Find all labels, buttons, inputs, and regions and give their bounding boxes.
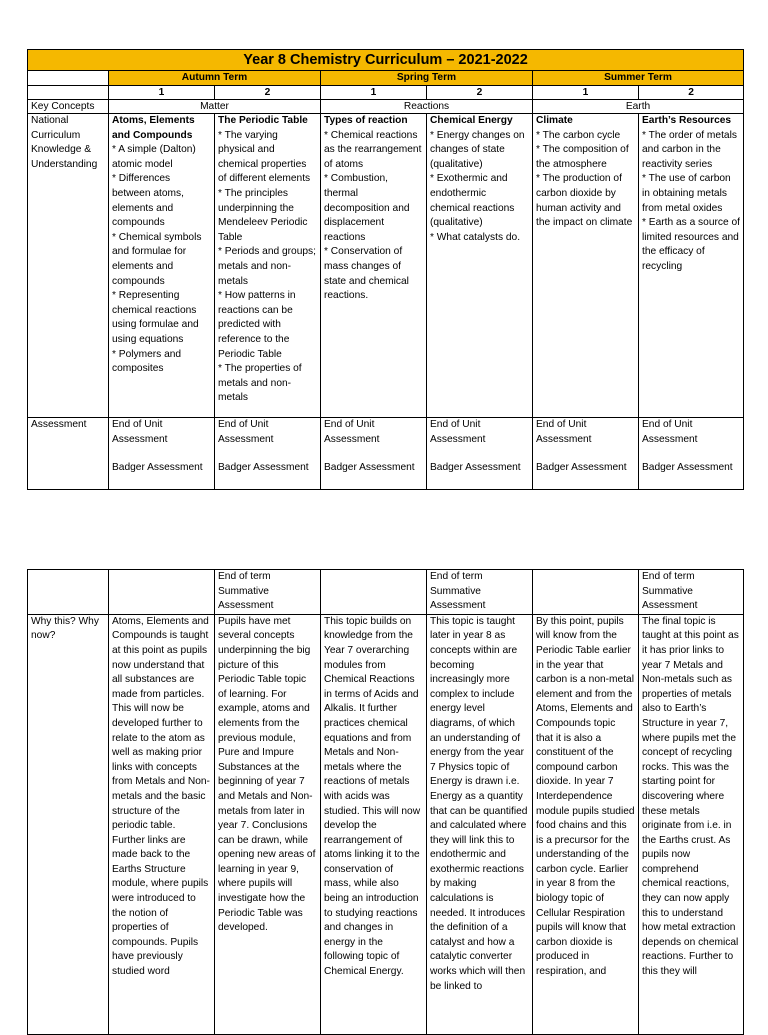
key-concept-matter: Matter (109, 100, 321, 114)
knowledge-point: * The composition of the atmosphere (536, 144, 629, 170)
blank-cell (533, 570, 639, 615)
end-of-unit-assessment: End of Unit Assessment (642, 419, 698, 445)
knowledge-point: * The carbon cycle (536, 129, 621, 141)
key-concept-reactions: Reactions (321, 100, 533, 114)
row-label-why: Why this? Why now? (28, 614, 109, 1034)
blank-cell (321, 570, 427, 615)
knowledge-point: * The properties of metals and non-metals (218, 363, 302, 404)
badger-assessment: Badger Assessment (218, 462, 309, 474)
summative-assessment: End of term Summative Assessment (215, 570, 321, 615)
knowledge-point: * Chemical symbols and formulae for elements and compounds (112, 231, 202, 287)
unit-knowledge-cell (639, 114, 744, 418)
knowledge-point: * How patterns in reactions can be predicted with reference to the Periodic Table (218, 290, 296, 360)
blank-cell (28, 86, 109, 100)
badger-assessment: Badger Assessment (324, 462, 415, 474)
knowledge-point: * The varying physical and chemical properties of different elements (218, 129, 311, 185)
why-text: Pupils have met several concepts underpinning the big picture of this Periodic Table topic of learning. For example, atoms and elements from the previous module, Pure and Impure Substances at the beginning of year 7 and Metals and Non-metals from later in year 7. Conclusions can be drawn, while opening new areas of learning in year 9, where pupils will investigate how the Periodic Table was developed. (215, 614, 321, 1034)
assessment-cell (533, 418, 639, 490)
knowledge-point: * Polymers and composites (112, 348, 182, 375)
row-label-assessment: Assessment (28, 418, 109, 490)
term-spring: Spring Term (321, 71, 533, 86)
knowledge-point: * Representing chemical reactions using formulae and using equations (112, 290, 199, 345)
knowledge-point: * The use of carbon in obtaining metals from metal oxides (642, 173, 731, 214)
end-of-unit-assessment: End of Unit Assessment (430, 419, 486, 445)
unit-number: 2 (215, 86, 321, 100)
why-text: This topic is taught later in year 8 as concepts within are becoming increasingly more complex to include energy level diagrams, of which an understanding of energy from the year 7 Physics topic of Energy is drawn i.e. Energy as a quantity that can be quantified and calculated where they will link this to endothermic and exothermic reactions by making calculations is needed. It introduces the definition of a catalyst and how a catalytic converter works which will then be linked to (427, 614, 533, 1034)
knowledge-point: * Exothermic and endothermic chemical reactions (qualitative) (430, 173, 515, 229)
end-of-unit-assessment: End of Unit Assessment (112, 419, 168, 445)
unit-knowledge-cell (321, 114, 427, 418)
knowledge-point: * Differences between atoms, elements and compounds (112, 173, 184, 229)
unit-heading: Earth’s Resources (642, 115, 732, 126)
unit-heading: Climate (536, 115, 573, 126)
knowledge-point: * The order of metals and carbon in the reactivity series (642, 129, 737, 170)
badger-assessment: Badger Assessment (642, 462, 733, 474)
blank-cell (28, 570, 109, 615)
unit-knowledge-cell (215, 114, 321, 418)
knowledge-point: * The principles underpinning the Mendeleev Periodic Table (218, 187, 308, 243)
knowledge-point: * Energy changes on changes of state (qualitative) (430, 129, 525, 170)
unit-knowledge-cell (427, 114, 533, 418)
knowledge-point: * Combustion, thermal decomposition and displacement reactions (324, 173, 410, 243)
unit-knowledge-cell (109, 114, 215, 418)
knowledge-point: * What catalysts do. (430, 231, 521, 243)
blank-cell (109, 570, 215, 615)
blank-cell (28, 71, 109, 86)
assessment-cell (639, 418, 744, 490)
knowledge-point: * Periods and groups; metals and non-metals (218, 246, 316, 287)
rationale-table (27, 569, 744, 1035)
assessment-cell (109, 418, 215, 490)
end-of-unit-assessment: End of Unit Assessment (324, 419, 380, 445)
knowledge-point: * The production of carbon dioxide by human activity and the impact on climate (536, 173, 633, 229)
unit-knowledge-cell (533, 114, 639, 418)
assessment-cell (427, 418, 533, 490)
end-of-unit-assessment: End of Unit Assessment (218, 419, 274, 445)
why-text: The final topic is taught at this point as it has prior links to year 7 Metals and Non-metals such as properties of metals also to Earth’s Structure in year 7, where pupils met the concept of recycling rocks. This was the starting point for discovering where these metals originate from i.e. in the Earths crust. As pupils now comprehend chemical reactions, they can now apply this to understand how metal extraction depends on chemical reactions. Further to this they will (639, 614, 744, 1034)
row-label-knowledge: National Curriculum Knowledge & Understanding (28, 114, 109, 418)
knowledge-point: * Conservation of mass changes of state and chemical reactions. (324, 246, 409, 302)
page-title: Year 8 Chemistry Curriculum – 2021-2022 (28, 50, 744, 71)
why-text: Atoms, Elements and Compounds is taught at this point as pupils now understand that all substances are made from particles. This will now be developed further to relate to the atom as well as making prior links with concepts from Metals and Non-metals and the basic structure of the periodic table. Further links are made back to the Earths Structure module, where pupils were introduced to the notion of properties of compounds. Pupils have previously studied word (109, 614, 215, 1034)
why-text: By this point, pupils will know from the Periodic Table earlier in the year that carbon is a non-metal element and from the Atoms, Elements and Compounds topic that it is also a constituent of the compound carbon dioxide. In year 7 Interdependence module pupils studied food chains and this is a precursor for the understanding of the carbon cycle. Earlier in year 8 from the biology topic of Cellular Respiration pupils will know that carbon dioxide is produced in respiration, and (533, 614, 639, 1034)
unit-heading: The Periodic Table (218, 115, 308, 126)
unit-number: 2 (639, 86, 744, 100)
assessment-cell (215, 418, 321, 490)
unit-number: 2 (427, 86, 533, 100)
badger-assessment: Badger Assessment (112, 462, 203, 474)
unit-heading: Chemical Energy (430, 115, 513, 126)
badger-assessment: Badger Assessment (536, 462, 627, 474)
unit-number: 1 (109, 86, 215, 100)
knowledge-point: * Chemical reactions as the rearrangement of atoms (324, 129, 422, 170)
unit-number: 1 (321, 86, 427, 100)
key-concept-earth: Earth (533, 100, 744, 114)
end-of-unit-assessment: End of Unit Assessment (536, 419, 592, 445)
knowledge-point: * A simple (Dalton) atomic model (112, 144, 196, 170)
term-summer: Summer Term (533, 71, 744, 86)
unit-heading: Atoms, Elements and Compounds (112, 115, 195, 141)
badger-assessment: Badger Assessment (430, 462, 521, 474)
unit-number: 1 (533, 86, 639, 100)
unit-heading: Types of reaction (324, 115, 408, 126)
summative-assessment: End of term Summative Assessment (427, 570, 533, 615)
curriculum-table (27, 49, 744, 490)
assessment-cell (321, 418, 427, 490)
why-text: This topic builds on knowledge from the Year 7 overarching modules from Chemical Reactions in terms of Acids and Alkalis. It further practices chemical equations and from Metals and Non-metals where the reactions of metals with acids was studied. This will now develop the rearrangement of atoms linking it to the conservation of mass, while also being an introduction to studying reactions and changes in energy in the following topic of Chemical Energy. (321, 614, 427, 1034)
knowledge-point: * Earth as a source of limited resources and the efficacy of recycling (642, 217, 740, 272)
summative-assessment: End of term Summative Assessment (639, 570, 744, 615)
row-label-key-concepts: Key Concepts (28, 100, 109, 114)
term-autumn: Autumn Term (109, 71, 321, 86)
